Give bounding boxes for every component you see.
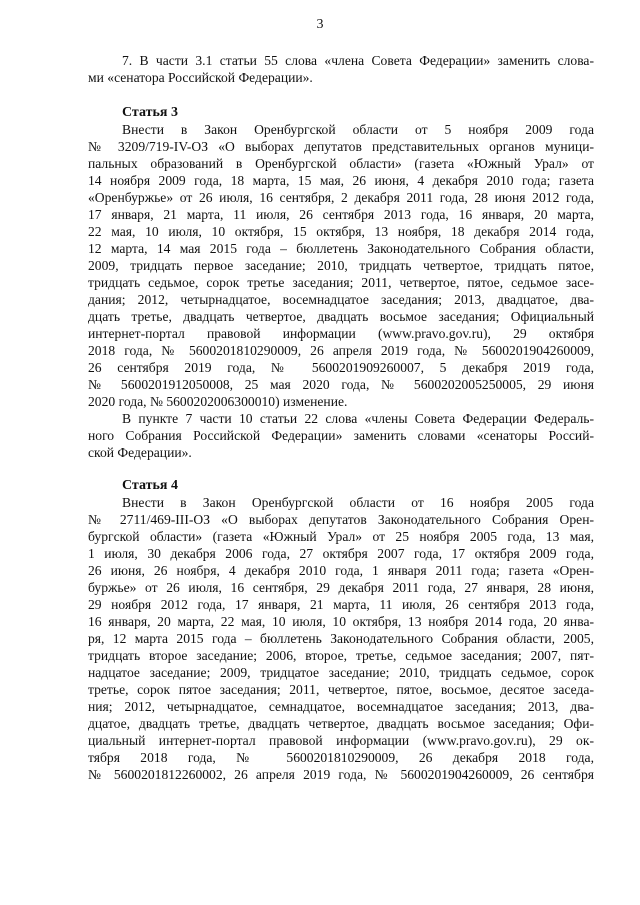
article3-para2-line: В пункте 7 части 10 статьи 22 слова «члены Совета Федерации Федераль- xyxy=(122,411,594,426)
article4-para1-line: ря, 12 марта 2015 года – бюллетень Законодательного Собрания области, 2005, xyxy=(88,631,594,646)
item7-line: 7. В части 3.1 статьи 55 слова «члена Совета Федерации» заменить слова- xyxy=(122,53,594,68)
article3-heading: Статья 3 xyxy=(122,105,178,120)
article4-para1-line: ния; 2012, четырнадцатое, семнадцатое, восемнадцатое заседания; 2013, два- xyxy=(88,699,594,714)
article3-para1-line: 26 сентября 2019 года, № 5600201909260007, 5 декабря 2019 года, xyxy=(88,360,594,375)
article4-para1-line: № 5600201812260002, 26 апреля 2019 года, № 5600201904260009, 26 сентября xyxy=(88,767,594,782)
article3-para1-line: 2020 года, № 5600202006300010) изменение. xyxy=(88,394,348,409)
article4-heading: Статья 4 xyxy=(122,478,178,493)
article4-para1-line: 26 июня, 26 ноября, 4 декабря 2010 года, 1 января 2011 года; газета «Орен- xyxy=(88,563,594,578)
article3-para1-line: 14 ноября 2009 года, 18 марта, 15 мая, 26 июня, 4 декабря 2010 года; газета xyxy=(88,173,594,188)
article3-para2-line: ного Собрания Российской Федерации» заменить словами «сенаторы Россий- xyxy=(88,428,594,443)
article3-para1-line: «Оренбуржье» от 26 июля, 16 сентября, 2 декабря 2011 года, 28 июня 2012 года, xyxy=(88,190,594,205)
article4-para1-line: бургской области» (газета «Южный Урал» от 25 ноября 2005 года, 13 мая, xyxy=(88,529,594,544)
article4-para1-line: 1 июля, 30 декабря 2006 года, 27 октября 2007 года, 17 октября 2009 года, xyxy=(88,546,594,561)
article4-para1-line: третье, сорок пятое заседания; 2011, четвертое, пятое, восьмое, десятое заседа- xyxy=(88,682,594,697)
article3-para2-line: ской Федерации». xyxy=(88,445,192,460)
article3-para1-line: 2009, тридцать первое заседание; 2010, тридцать четвертое, тридцать пятое, xyxy=(88,258,594,273)
article4-para1-line: дцатое, двадцать третье, двадцать четвертое, двадцать восьмое заседания; Офи- xyxy=(88,716,594,731)
article4-para1-line: тридцать второе заседание; 2006, второе, третье, седьмое заседания; 2007, пят- xyxy=(88,648,594,663)
article3-para1-line: 12 марта, 14 мая 2015 года – бюллетень Законодательного Собрания области, xyxy=(88,241,594,256)
article4-para1-line: надцатое заседание; 2009, тридцатое заседание; 2010, тридцать седьмое, сорок xyxy=(88,665,594,680)
article4-para1-line: буржье» от 26 июля, 16 сентября, 29 декабря 2011 года, 27 января, 28 июня, xyxy=(88,580,594,595)
article4-para1-line: № 2711/469-III-ОЗ «О выборах депутатов Законодательного Собрания Орен- xyxy=(88,512,594,527)
item7-line: ми «сенатора Российской Федерации». xyxy=(88,70,313,85)
article4-para1-line: циальный интернет-портал правовой информации (www.pravo.gov.ru), 29 ок- xyxy=(88,733,594,748)
article3-para1-line: дцать третье, двадцать четвертое, двадцать восьмое заседания; Официальный xyxy=(88,309,594,324)
article3-para1-line: № 3209/719-IV-ОЗ «О выборах депутатов представительных органов муници- xyxy=(88,139,594,154)
article3-para1-line: 17 января, 21 марта, 11 июля, 26 сентября 2013 года, 16 января, 20 марта, xyxy=(88,207,594,222)
article3-para1-line: пальных образований в Оренбургской области» (газета «Южный Урал» от xyxy=(88,156,594,171)
article3-para1-line: интернет-портал правовой информации (www.pravo.gov.ru), 29 октября xyxy=(88,326,594,341)
page-number: 3 xyxy=(316,17,324,32)
article3-para1-line: № 5600201912050008, 25 мая 2020 года, № 5600202005250005, 29 июня xyxy=(88,377,594,392)
article4-para1-line: Внести в Закон Оренбургской области от 16 ноября 2005 года xyxy=(122,495,594,510)
article3-para1-line: дания; 2012, четырнадцатое, восемнадцатое заседания; 2013, двадцатое, два- xyxy=(88,292,594,307)
article4-para1-line: 29 ноября 2012 года, 17 января, 21 марта, 11 июля, 26 сентября 2013 года, xyxy=(88,597,594,612)
article4-para1-line: 16 января, 20 марта, 22 мая, 10 июля, 10 октября, 13 ноября 2014 года, 20 янва- xyxy=(88,614,594,629)
article3-para1-line: тридцать седьмое, сорок третье заседания; 2011, четвертое, пятое, седьмое засе- xyxy=(88,275,594,290)
article3-para1-line: 22 мая, 10 июля, 10 октября, 15 октября, 13 ноября, 18 декабря 2014 года, xyxy=(88,224,594,239)
article4-para1-line: тября 2018 года, № 5600201810290009, 26 декабря 2018 года, xyxy=(88,750,594,765)
article3-para1-line: 2018 года, № 5600201810290009, 26 апреля 2019 года, № 5600201904260009, xyxy=(88,343,594,358)
article3-para1-line: Внести в Закон Оренбургской области от 5 ноября 2009 года xyxy=(122,122,594,137)
